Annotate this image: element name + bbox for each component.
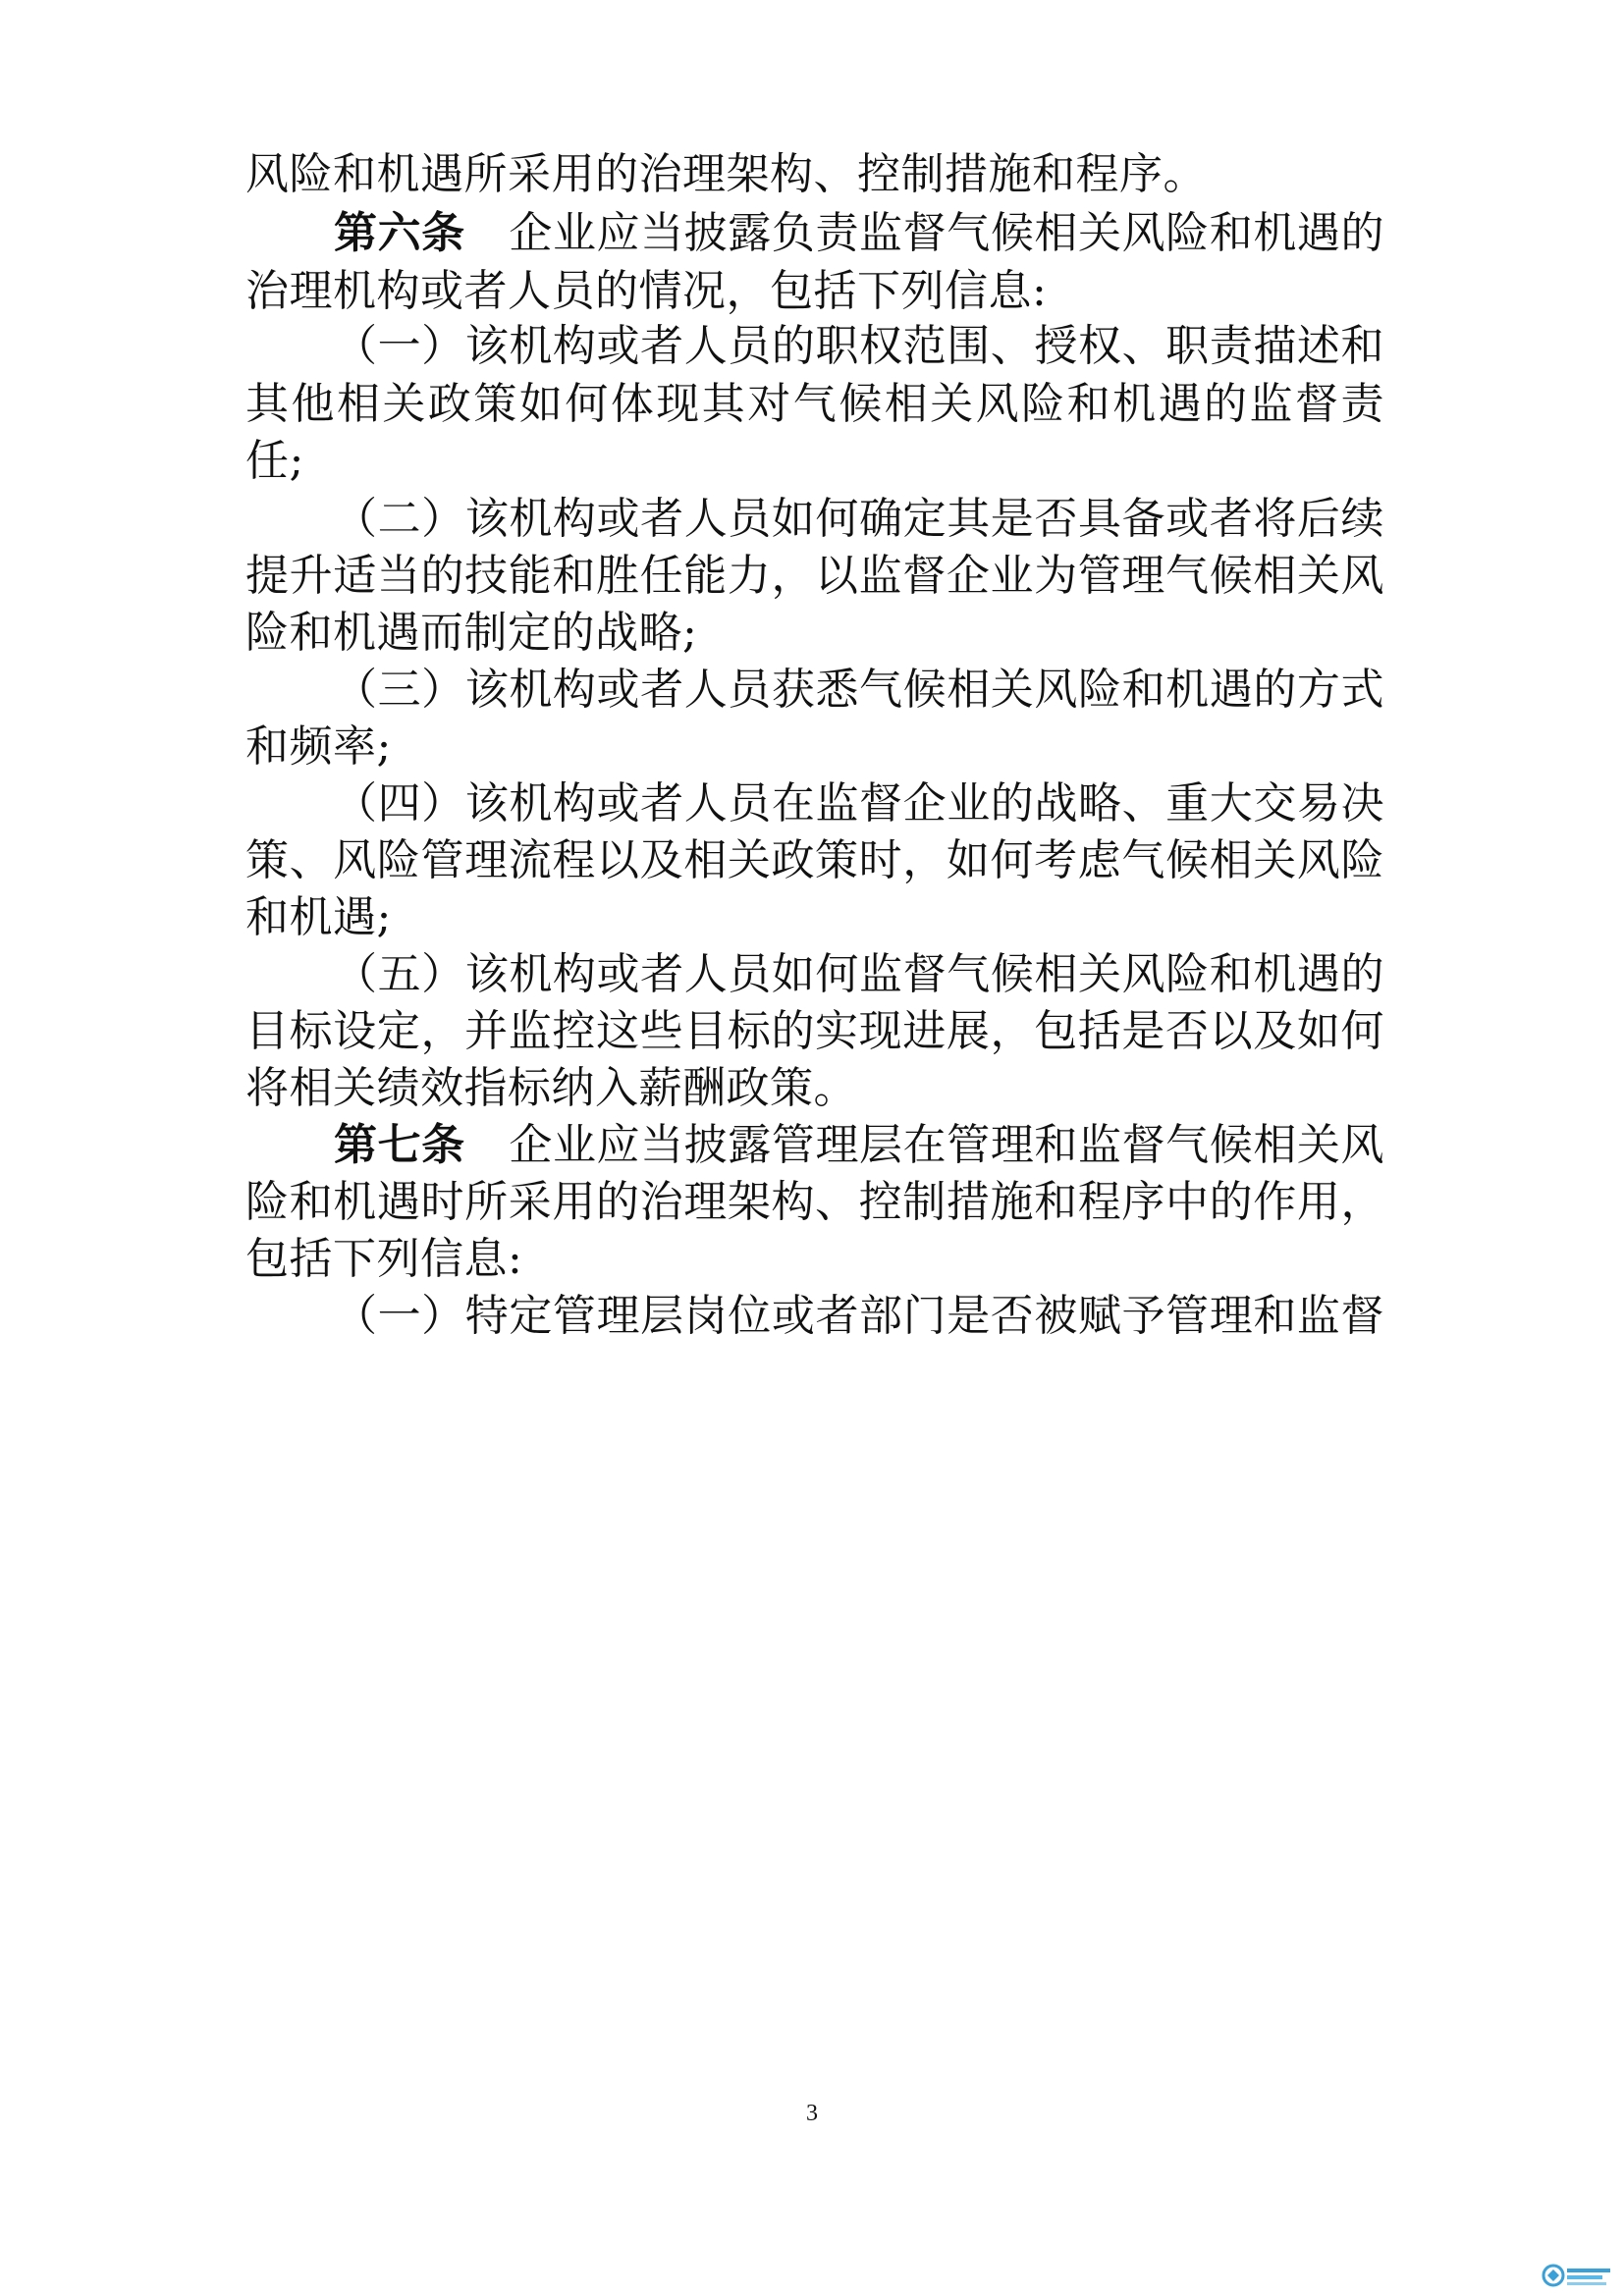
paragraph-line: （二）该机构或者人员如何确定其是否具备或者将后续	[334, 494, 1384, 544]
paragraph-line: 险和机遇时所采用的治理架构、控制措施和程序中的作用，	[245, 1177, 1384, 1227]
paragraph-line: 和机遇;	[245, 892, 392, 942]
paragraph-line: 和频率;	[245, 721, 392, 772]
paragraph-line: （四）该机构或者人员在监督企业的战略、重大交易决	[334, 778, 1384, 828]
article-6-heading: 第六条	[334, 208, 465, 258]
paragraph-line: 将相关绩效指标纳入薪酬政策。	[245, 1063, 857, 1113]
article-6-line: 第六条 企业应当披露负责监督气候相关风险和机遇的	[334, 208, 1385, 258]
paragraph-line: （一）特定管理层岗位或者部门是否被赋予管理和监督	[334, 1291, 1384, 1341]
paragraph-line: 策、风险管理流程以及相关政策时，如何考虑气候相关风险	[245, 835, 1384, 885]
paragraph-line: （五）该机构或者人员如何监督气候相关风险和机遇的	[334, 949, 1384, 999]
paragraph-line: 提升适当的技能和胜任能力，以监督企业为管理气候相关风	[245, 551, 1384, 601]
paragraph-line: 治理机构或者人员的情况，包括下列信息:	[245, 266, 1048, 316]
paragraph-line: 险和机遇而制定的战略;	[245, 608, 698, 658]
paragraph-line: （三）该机构或者人员获悉气候相关风险和机遇的方式	[334, 665, 1384, 715]
page-number: 3	[806, 2101, 818, 2126]
article-7-line: 第七条 企业应当披露管理层在管理和监督气候相关风	[334, 1120, 1385, 1170]
paragraph-line: （一）该机构或者人员的职权范围、授权、职责描述和	[334, 321, 1384, 371]
paragraph-line: 任;	[245, 436, 304, 486]
site-logo-icon	[1542, 2261, 1614, 2290]
paragraph-line: 目标设定，并监控这些目标的实现进展，包括是否以及如何	[245, 1006, 1384, 1056]
paragraph-line: 其他相关政策如何体现其对气候相关风险和机遇的监督责	[245, 379, 1384, 429]
paragraph-line: 包括下列信息:	[245, 1234, 523, 1284]
paragraph-line: 风险和机遇所采用的治理架构、控制措施和程序。	[245, 149, 1207, 199]
article-7-heading: 第七条	[334, 1120, 465, 1170]
